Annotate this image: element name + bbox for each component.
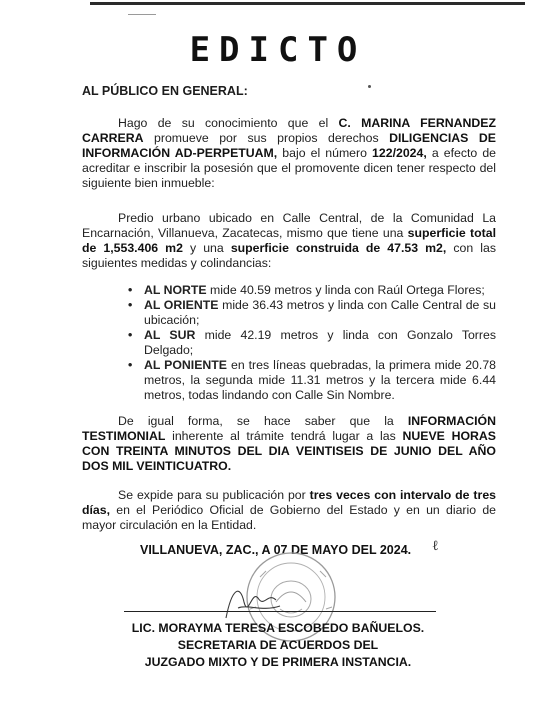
top-border-line	[90, 2, 525, 5]
bold-text-run: tres veces con intervalo de tres días,	[82, 488, 496, 517]
bold-text-run: NUEVE HORAS CON TREINTA MINUTOS DEL DIA VEINTISEIS DE JUNIO DEL AÑO DOS MIL VEINTICUATRO.	[82, 429, 497, 473]
court-name: JUZGADO MIXTO Y DE PRIMERA INSTANCIA.	[144, 655, 412, 669]
handwritten-mark: ℓ	[432, 538, 439, 554]
paragraph-publication	[82, 488, 496, 533]
text-run: inherente al trámite tendrá lugar a las	[165, 429, 403, 443]
text-run: promueve por sus propios derechos	[143, 131, 390, 145]
text-run: con las siguientes medidas y colindancias:	[82, 241, 496, 270]
paragraph-intro	[82, 116, 496, 191]
signatory-title: SECRETARIA DE ACUERDOS DEL	[177, 638, 379, 652]
text-run: Predio urbano ubicado en Calle Central, de la Comunidad La Encarnación, Villanueva, Zacatecas, mismo que tiene una	[82, 211, 496, 240]
bold-text-run: superficie construida de 47.53 m2,	[230, 241, 447, 255]
bold-text-run: C. MARINA FERNANDEZ CARRERA	[82, 116, 497, 145]
boundary-label: AL PONIENTE	[144, 358, 228, 372]
place-date: VILLANUEVA, ZAC., A 07 DE MAYO DEL 2024.	[140, 543, 412, 557]
signature-block	[0, 620, 556, 671]
boundary-text: mide 36.43 metros y linda con Calle Central de su ubicación;	[144, 298, 496, 327]
scan-speck	[368, 85, 371, 88]
signature-icon	[218, 578, 288, 626]
signature-line	[124, 611, 436, 612]
boundaries-list	[128, 283, 496, 403]
boundary-item-east	[128, 298, 496, 328]
boundary-item-north	[128, 283, 496, 298]
bold-text-run: INFORMACIÓN TESTIMONIAL	[82, 414, 496, 443]
bullet-icon: •	[128, 328, 133, 342]
boundary-label: AL NORTE	[144, 283, 207, 297]
boundary-label: AL ORIENTE	[144, 298, 219, 312]
bold-text-run: DILIGENCIAS DE INFORMACIÓN AD-PERPETUAM,	[82, 131, 496, 160]
bullet-icon: •	[128, 298, 133, 312]
boundary-text: mide 40.59 metros y linda con Raúl Ortega Flores;	[206, 283, 485, 297]
bullet-icon: •	[128, 358, 133, 372]
text-run: en el Periódico Oficial de Gobierno del Estado y en un diario de mayor circulación en la Entidad.	[82, 503, 496, 532]
salutation: AL PÚBLICO EN GENERAL:	[82, 84, 248, 98]
text-run: De igual forma, se hace saber que la	[118, 414, 408, 428]
bold-text-run: 122/2024,	[372, 146, 427, 160]
paragraph-testimonial	[82, 414, 496, 474]
boundary-text: en tres líneas quebradas, la primera mide 20.78 metros, la segunda mide 11.31 metros y la tercera mide 6.44 metros, todas lindando con Calle Sin Nombre.	[144, 358, 496, 402]
boundary-text: mide 42.19 metros y linda con Gonzalo Torres Delgado;	[144, 328, 496, 357]
bullet-icon: •	[128, 283, 133, 297]
bold-text-run: superficie total de 1,553.406 m2	[82, 226, 496, 255]
boundary-label: AL SUR	[144, 328, 196, 342]
text-run: bajo el número	[277, 146, 373, 160]
text-run: Hago de su conocimiento que el	[118, 116, 339, 130]
document-title: EDICTO	[189, 30, 367, 70]
boundary-item-west	[128, 358, 496, 403]
text-run: y una	[182, 241, 231, 255]
text-run: Se expide para su publicación por	[118, 488, 310, 502]
scan-smudge	[128, 14, 156, 15]
text-run: a efecto de acreditar e inscribir la posesión que el promovente dicen tener respecto del siguiente bien inmueble:	[82, 146, 497, 190]
paragraph-property	[82, 211, 496, 271]
signatory-name: LIC. MORAYMA TERESA ESCOBEDO BAÑUELOS.	[131, 621, 425, 635]
boundary-item-south	[128, 328, 496, 358]
